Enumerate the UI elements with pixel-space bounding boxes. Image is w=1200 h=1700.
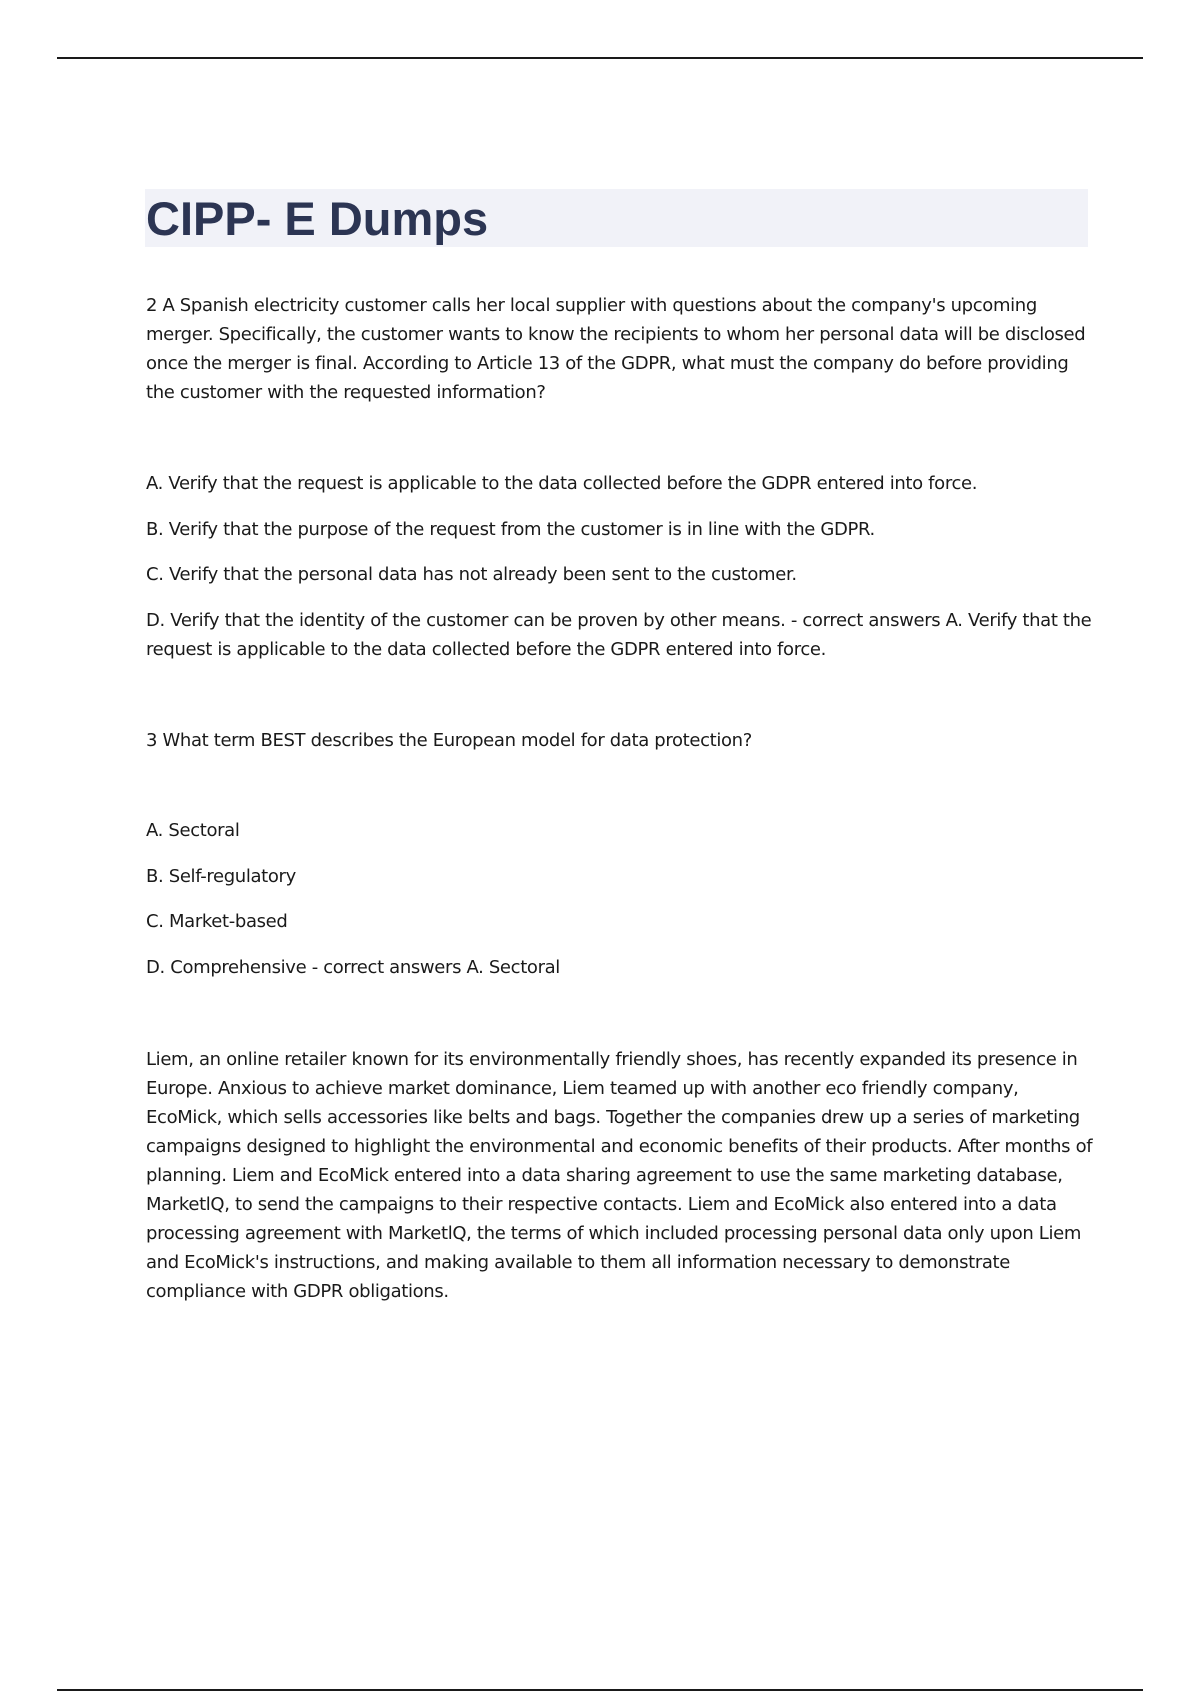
question-2-option-d: D. Verify that the identity of the customer can be proven by other means. - correct answers A. Verify that the request is applicable to the data collected before the GDPR entered into force. (146, 610, 1092, 660)
question-3-option-c: C. Market-based (146, 911, 288, 932)
question-3-option-b: B. Self-regulatory (146, 866, 296, 887)
question-2-option-a: A. Verify that the request is applicable to the data collected before the GDPR entered into force. (146, 473, 978, 494)
scenario-paragraph: Liem, an online retailer known for its environmentally friendly shoes, has recently expanded its presence in Europe. Anxious to achieve market dominance, Liem teamed up with another eco friendly company, EcoMick, which sells accessories like belts and bags. Together the companies drew up a series of marketing campaigns designed to highlight the environmental and economic benefits of their products. After months of planning. Liem and EcoMick entered into a data sharing agreement to use the same marketing database, MarketlQ, to send the campaigns to their respective contacts. Liem and EcoMick also entered into a data processing agreement with MarketlQ, the terms of which included processing personal data only upon Liem and EcoMick's instructions, and making available to them all information necessary to demonstrate compliance with GDPR obligations. (146, 1049, 1093, 1302)
question-2-option-c: C. Verify that the personal data has not already been sent to the customer. (146, 564, 797, 585)
header-rule (57, 57, 1143, 59)
question-2-option-b: B. Verify that the purpose of the request from the customer is in line with the GDPR. (146, 519, 875, 540)
document-title: CIPP- E Dumps (146, 192, 489, 245)
question-3-option-d: D. Comprehensive - correct answers A. Sectoral (146, 957, 560, 978)
question-3-stem: 3 What term BEST describes the European model for data protection? (146, 730, 752, 751)
question-3-option-a: A. Sectoral (146, 820, 240, 841)
question-2-stem: 2 A Spanish electricity customer calls her local supplier with questions about the company's upcoming merger. Specifically, the customer wants to know the recipients to whom her personal data will be disclosed once the merger is final. According to Article 13 of the GDPR, what must the company do before providing the customer with the requested information? (146, 295, 1086, 403)
footer-rule (57, 1689, 1143, 1691)
